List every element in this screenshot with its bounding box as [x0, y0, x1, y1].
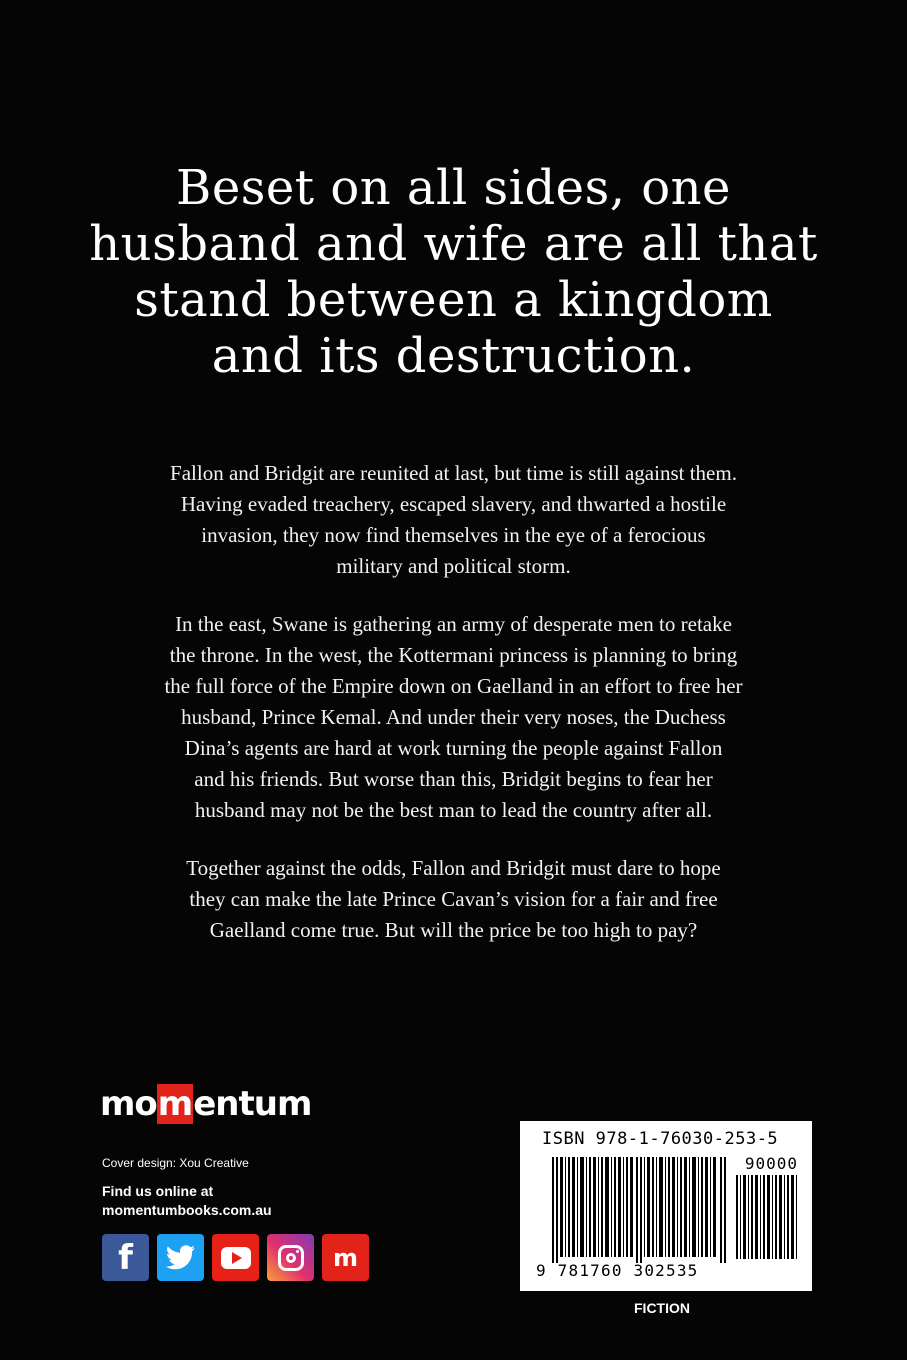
isbn-barcode [520, 1121, 812, 1291]
barcode-digits: 9 781760 302535 [536, 1261, 699, 1280]
isbn-number: ISBN 978-1-76030-253-5 [542, 1129, 779, 1149]
barcode-bars-icon [552, 1151, 728, 1263]
youtube-icon[interactable] [212, 1234, 259, 1281]
blurb-line: military and political storm. [336, 554, 571, 578]
blurb-line: the throne. In the west, the Kottermani princess is planning to bring [169, 643, 738, 667]
tagline-line: Beset on all sides, one [176, 160, 731, 216]
blurb [110, 458, 797, 973]
facebook-glyph: f [118, 1237, 133, 1278]
instagram-icon[interactable] [267, 1234, 314, 1281]
facebook-icon[interactable] [102, 1234, 149, 1281]
youtube-play-icon [221, 1247, 251, 1269]
instagram-camera-icon [278, 1245, 304, 1271]
macmillan-glyph: m [332, 1243, 358, 1272]
blurb-line: In the east, Swane is gathering an army of desperate men to retake [175, 612, 732, 636]
tagline-line: stand between a kingdom [134, 272, 773, 328]
find-us-label: Find us online at [102, 1183, 214, 1199]
blurb-line: Dina’s agents are hard at work turning the people against Fallon [184, 736, 723, 760]
social-icons [102, 1234, 369, 1281]
blurb-line: Having evaded treachery, escaped slavery, and thwarted a hostile [180, 492, 727, 516]
blurb-line: Fallon and Bridgit are reunited at last, but time is still against them. [170, 461, 737, 485]
blurb-paragraph-1 [110, 458, 797, 582]
twitter-bird-icon [166, 1245, 196, 1271]
logo-text-post: entum [193, 1084, 312, 1124]
logo-text-pre: mo [100, 1084, 157, 1124]
blurb-line: Gaelland come true. But will the price be too high to pay? [209, 918, 698, 942]
price-code: 90000 [744, 1154, 798, 1173]
tagline [0, 160, 907, 384]
twitter-icon[interactable] [157, 1234, 204, 1281]
blurb-line: husband, Prince Kemal. And under their very noses, the Duchess [181, 705, 726, 729]
blurb-paragraph-3 [110, 853, 797, 946]
blurb-line: they can make the late Prince Cavan’s vision for a fair and free [189, 887, 718, 911]
blurb-line: husband may not be the best man to lead the country after all. [194, 798, 713, 822]
blurb-line: the full force of the Empire down on Gaelland in an effort to free her [164, 674, 743, 698]
genre-label: FICTION [634, 1300, 690, 1316]
blurb-line: invasion, they now find themselves in the eye of a ferocious [201, 523, 706, 547]
blurb-line: and his friends. But worse than this, Bridgit begins to fear her [194, 767, 713, 791]
tagline-line: and its destruction. [211, 328, 696, 384]
blurb-paragraph-2 [110, 609, 797, 826]
tagline-line: husband and wife are all that [89, 216, 818, 272]
logo-text-mid: m [157, 1084, 193, 1124]
addon-barcode-bars-icon [736, 1175, 798, 1259]
credits [102, 1156, 272, 1220]
blurb-line: Together against the odds, Fallon and Bridgit must dare to hope [186, 856, 721, 880]
cover-design-credit: Cover design: Xou Creative [102, 1156, 249, 1170]
macmillan-icon[interactable] [322, 1234, 369, 1281]
publisher-logo [100, 1084, 311, 1124]
website-link[interactable]: momentumbooks.com.au [102, 1202, 272, 1218]
